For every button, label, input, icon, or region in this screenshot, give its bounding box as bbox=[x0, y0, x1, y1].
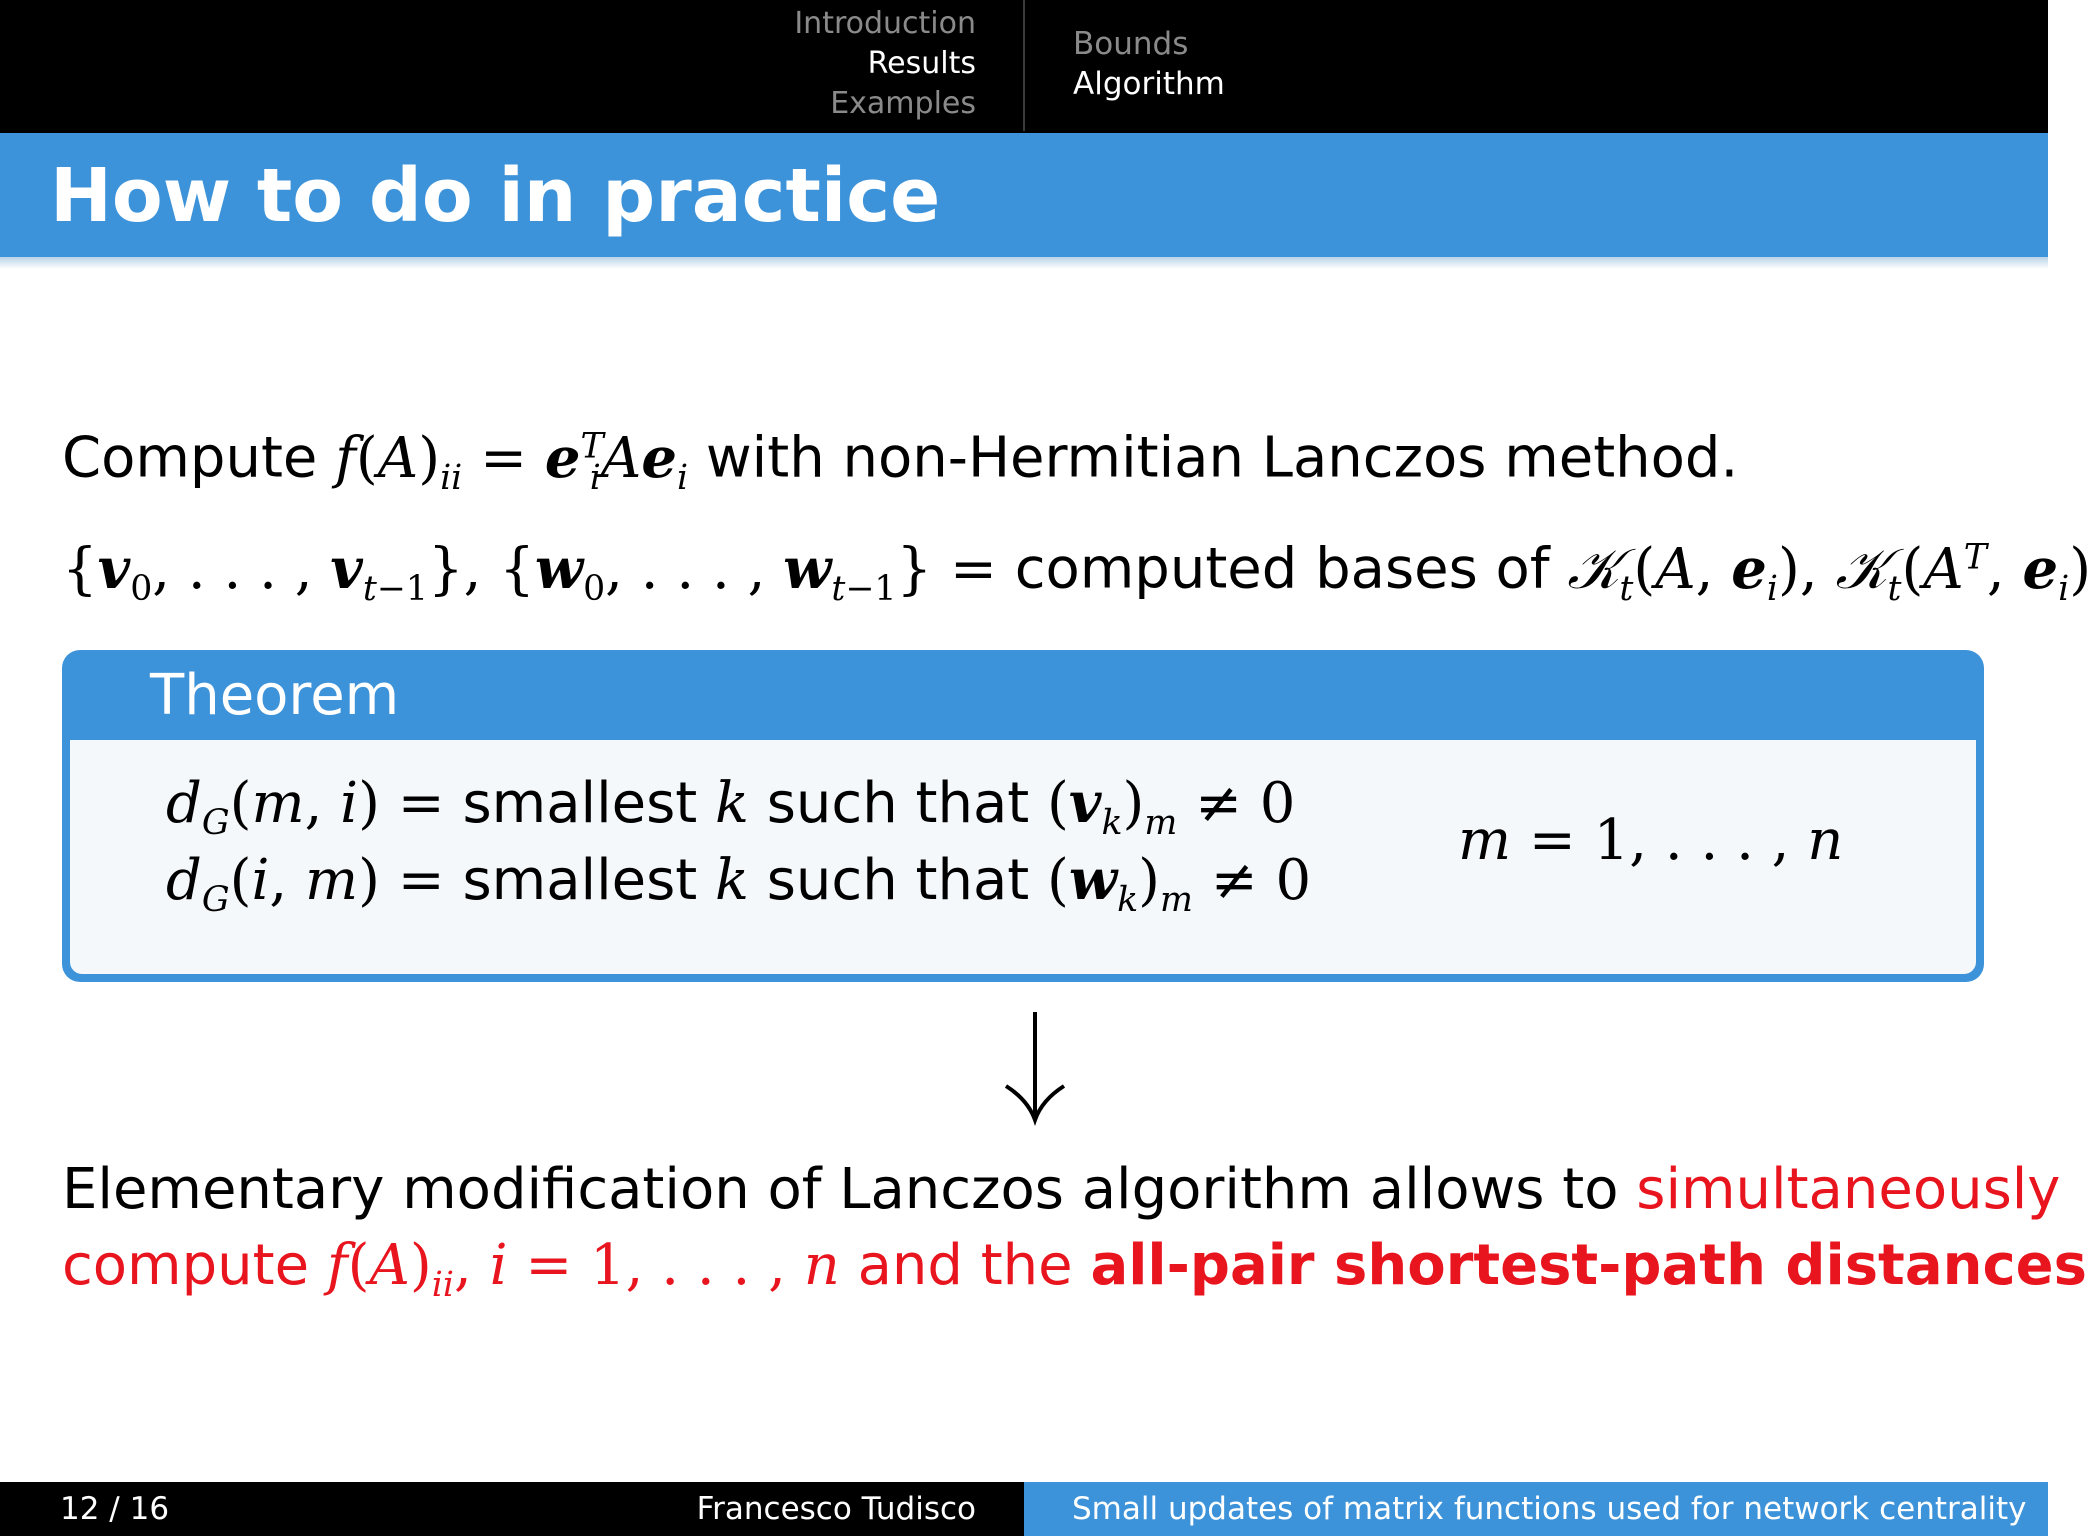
formula-bases: {$v_0$, . . . , $v_{t-1}$}, {$w_0$, . . . , $w_{t-1}$} = bbox=[62, 535, 1015, 609]
theorem-line-w: $d_G(i$, m) = smallest k such that $(w_k)_m \ne 0$ bbox=[166, 847, 1312, 921]
subsection-list bbox=[1073, 24, 1225, 104]
footer-right bbox=[1024, 1482, 2048, 1536]
footer-talk-title: Small updates of matrix functions used for network centrality bbox=[1072, 1491, 2027, 1527]
nav-subsection-bounds[interactable]: Bounds bbox=[1073, 26, 1189, 62]
nav-section-examples[interactable]: Examples bbox=[830, 86, 976, 121]
conclusion-and-the: and the bbox=[839, 1233, 1091, 1298]
compute-statement bbox=[62, 413, 1738, 511]
theorem-heading: Theorem bbox=[150, 663, 400, 728]
footer bbox=[0, 1482, 2048, 1536]
compute-suffix: with non-Hermitian Lanczos method. bbox=[688, 425, 1739, 491]
footer-left bbox=[0, 1482, 1024, 1536]
conclusion-plain: Elementary modification of Lanczos algorithm allows to bbox=[62, 1157, 1637, 1222]
navigation-bar bbox=[0, 0, 2048, 133]
compute-prefix: Compute bbox=[62, 425, 336, 491]
theorem-body bbox=[70, 740, 1976, 974]
theorem-line-v: $d_G(m$, i) = smallest k such that $(v_k)_m \ne 0$ bbox=[166, 770, 1296, 844]
arrow-down-icon bbox=[1000, 1008, 1070, 1126]
nav-section-introduction[interactable]: Introduction bbox=[794, 6, 976, 41]
footer-author: Francesco Tudisco bbox=[696, 1491, 976, 1527]
formula-krylov: 𝒦$_t$(A, $e_i$), $𝒦_t(A^T$, $e_i$) bbox=[1567, 535, 2091, 609]
conclusion-line-2 bbox=[62, 1233, 2087, 1318]
theorem-index-range: m = 1, . . . , n bbox=[1458, 808, 1844, 873]
slide-title: How to do in practice bbox=[50, 153, 941, 239]
section-list bbox=[700, 4, 976, 124]
formula-fA-ii: $f(A)_{ii} = e^T_iAe_i$ bbox=[335, 424, 689, 498]
nav-divider bbox=[1023, 0, 1025, 131]
conclusion-compute: compute bbox=[62, 1233, 327, 1298]
title-bar bbox=[0, 133, 2048, 257]
conclusion-apsp: all-pair shortest-path distances bbox=[1090, 1233, 2087, 1298]
page-number: 12 / 16 bbox=[60, 1491, 170, 1527]
nav-section-results[interactable]: Results bbox=[867, 46, 976, 81]
conclusion-line-1 bbox=[62, 1157, 2060, 1223]
nav-subsection-algorithm[interactable]: Algorithm bbox=[1073, 66, 1225, 102]
bases-text: computed bases of bbox=[1014, 536, 1568, 602]
bases-statement bbox=[62, 524, 2091, 622]
theorem-block bbox=[62, 650, 1984, 982]
conclusion-simultaneously: simultaneously bbox=[1636, 1157, 2061, 1222]
formula-fA-ii-range: $f(A)_{ii}$, i = 1, . . . , n bbox=[326, 1233, 840, 1306]
